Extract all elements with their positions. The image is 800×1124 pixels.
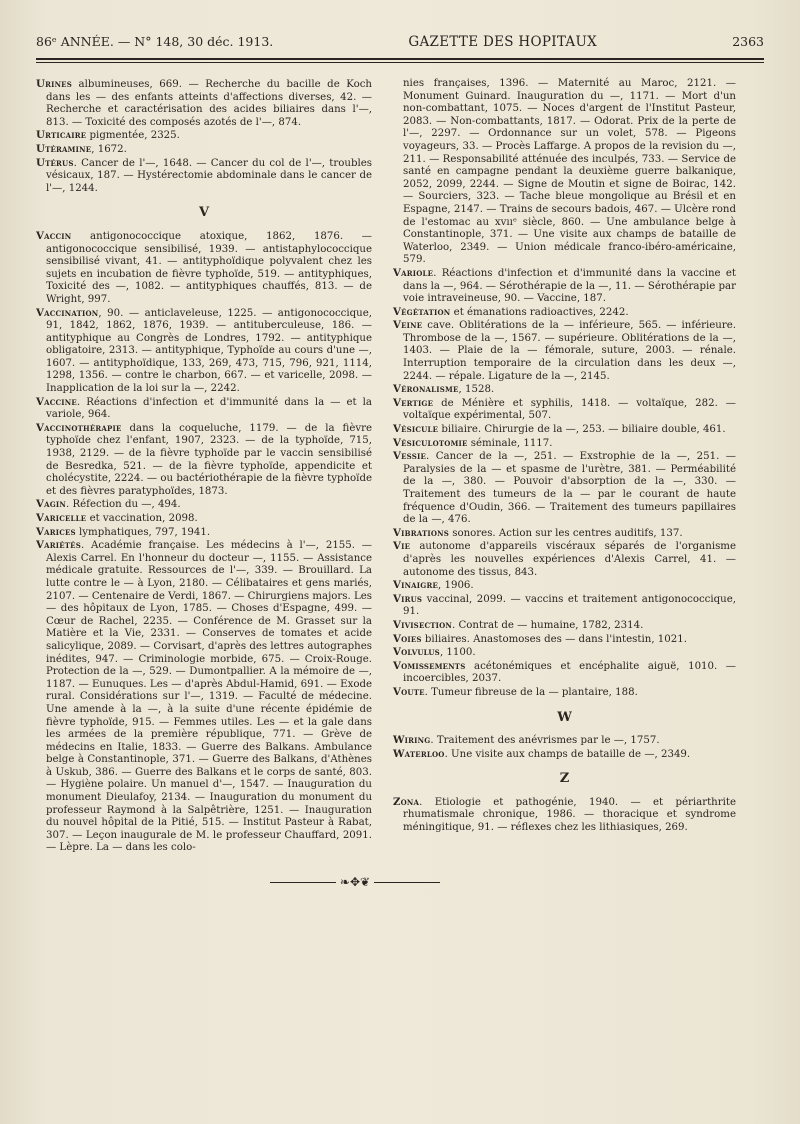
entry-text: , 1672. — [91, 143, 127, 155]
entry-text: , 1906. — [438, 580, 474, 592]
entry-text: . Tumeur fibreuse de la — plantaire, 188. — [424, 686, 638, 698]
entry-text: , 1100. — [439, 647, 476, 659]
index-entry — [393, 319, 736, 383]
entry-keyword: Vagin — [36, 498, 66, 511]
index-entry — [393, 747, 736, 762]
entry-keyword: Vibrations — [393, 526, 449, 539]
index-entry — [393, 632, 736, 647]
section-letter: Z — [559, 771, 570, 787]
entry-text: . Etiologie et pathogénie, 1940. — et périarthrite rhumatismale chronique, 1986. — thoracique et syndrome méningitique, 91. — réflexes chez les lithiasiques, 269. — [403, 796, 736, 834]
entry-text: . Réactions d'infection et d'immunité dans la — et la variole, 964. — [46, 396, 372, 421]
index-entry — [36, 229, 372, 307]
entry-keyword: Utéramine — [36, 142, 92, 155]
index-entry — [36, 129, 372, 143]
entry-text: . Cancer de la —, 251. — Exstrophie de la —, 251. — Paralysies de la — et spasme de l'urètre, 381. — Perméabilité de la —, 380. — Pouvoir d'absorption de la —, 330. — Traitement des tumeurs de la — par le courant de haute fréquence d'Oudin, 366. — Traitement des tumeurs papillaires de la —, 476. — [403, 451, 736, 526]
index-entry — [393, 396, 736, 423]
entry-keyword: Végétation — [393, 305, 451, 318]
index-entry — [403, 78, 736, 267]
index-entry — [393, 423, 736, 437]
index-entry — [393, 305, 736, 320]
header-rule-thick — [36, 58, 764, 60]
index-entry — [393, 659, 736, 686]
entry-keyword: Wiring — [393, 734, 431, 747]
index-entry — [36, 421, 372, 499]
entry-keyword: Voies — [393, 632, 422, 645]
entry-text: albumineuses, 669. — Recherche du bacille de Koch dans les — des enfants atteints d'affections diverses, 42. — Recherche et caractérisation des acides biliaires dans l'—, 813. — Toxicité des composés azotés de l'—, 874. — [46, 79, 372, 128]
entry-keyword: Varices — [36, 525, 76, 538]
entry-text: . Réactions d'infection et d'immunité dans la vaccine et dans la —, 964. — Sérothérapie de la —, 11. — Sérothérapie par voie intraveineuse, 90. — Vaccine, 187. — [403, 267, 736, 305]
entry-text: antigonococcique atoxique, 1862, 1876. — antigonococcique sensibilisé, 1939. — antistaphylococcique sensibilisé vivant, 41. — antityphoïdique polyvalent chez les sujets en incubation de fièvre typhoïde, 519. — antityphiques, Toxicité des —, 1082. — antityphiques chauffés, 813. — de Wright, 997. — [46, 230, 372, 305]
entry-keyword: Voute — [393, 685, 425, 698]
index-entry — [36, 539, 372, 855]
entry-keyword: Varicelle — [36, 512, 87, 524]
entry-keyword: Waterloo — [393, 747, 445, 760]
entry-keyword: Véronalisme — [393, 383, 459, 396]
entry-keyword: Vaccin — [36, 229, 72, 242]
index-entry — [393, 383, 736, 397]
entry-keyword: Urines — [36, 78, 72, 90]
index-entry — [36, 512, 372, 526]
entry-text: lymphatiques, 797, 1941. — [75, 526, 211, 538]
entry-text: biliaires. Anastomoses des — dans l'intestin, 1021. — [421, 633, 687, 645]
index-entry — [36, 78, 372, 129]
entry-keyword: Veine — [393, 319, 423, 332]
publication-title: GAZETTE DES HOPITAUX — [408, 34, 598, 50]
index-entry — [36, 525, 372, 540]
entry-keyword: Vaccination — [36, 306, 99, 319]
entry-text: séminale, 1117. — [467, 437, 553, 449]
entry-keyword: Vessie — [393, 450, 427, 463]
entry-text: et émanations radioactives, 2242. — [450, 306, 629, 318]
entry-text: acétonémiques et encéphalite aiguë, 1010. — incoercibles, 2037. — [403, 660, 736, 685]
index-entry — [36, 306, 372, 396]
entry-keyword: Vésiculotomie — [393, 436, 468, 449]
entry-text: nies françaises, 1396. — Maternité au Maroc, 2121. — Monument Guinard. Inauguration du —, 1171. — Mort d'un non-combattant, 1075. — Noces d'argent de l'Institut Pasteur, 2083. — Non-combattants, 1817. — Odorat. Prix de la perte de l'—, 2297. — Ordonnance sur un volet, 578. — Pigeons voyageurs, 33. — Procès Laffarge. A propos de la revision du —, 211. — Responsabilité atténuée des inculpés, 733. — Service de santé en campagne pendant la deuxième guerre balkanique, 2052, 2099, 2244. — Signe de Moutin et signe de Boirac, 142. — Sourciers, 323. — Tache bleue mongolique au Brésil et en Espagne, 2147. — Trains de secours badois, 467. — Ulcère rond de l'estomac au xvııᵉ siècle, 860. — Une ambulance belge à Constantinople, 371. — Une visite aux champs de bataille de Waterloo, 2349. — Union médicale franco-ibéro-américaine, 579. — [403, 78, 736, 266]
header-rule-thin — [36, 62, 764, 63]
entry-text: autonome d'appareils viscéraux séparés de l'organisme d'après les nouvelles expériences d'Alexis Carrel, 41. — autonome des tissus, 843. — [403, 541, 736, 578]
index-entry — [36, 142, 372, 157]
entry-keyword: Vivisection — [393, 618, 453, 631]
entry-text: de Ménière et syphilis, 1418. — voltaïque, 282. — voltaïque expérimental, 507. — [403, 397, 736, 422]
entry-text: biliaire. Chirurgie de la —, 253. — biliaire double, 461. — [438, 424, 726, 436]
left-column — [36, 78, 372, 855]
section-letter: W — [557, 709, 572, 725]
entry-keyword: Vomissements — [393, 659, 466, 672]
entry-text: , 90. — anticlaveleuse, 1225. — antigonococcique, 91, 1842, 1862, 1876, 1939. — antituberculeuse, 186. — antityphique au Congrès de Londres, 1792. — antityphique obligatoire, 2313. — antityphique, Typhoïde au cours d'une —, 1607. — antityphoïdique, 133, 269, 473, 715, 796, 921, 1114, 1298, 1356. — contre le charbon, 667. — et varicelle, 2098. — Inapplication de la loi sur la —, 2242. — [46, 307, 372, 395]
page-number: 2363 — [732, 34, 764, 49]
entry-text: vaccinal, 2099. — vaccins et traitement antigonococcique, 91. — [403, 593, 736, 618]
entry-text: et vaccination, 2098. — [86, 513, 198, 524]
index-entry — [393, 618, 736, 633]
entry-keyword: Vaccine — [36, 395, 77, 408]
entry-keyword: Zona — [393, 795, 420, 808]
index-entry — [36, 395, 372, 422]
entry-keyword: Vertige — [393, 396, 434, 409]
entry-text: . Traitement des anévrismes par le —, 1757. — [430, 735, 660, 747]
entry-keyword: Variétés — [36, 539, 81, 552]
entry-keyword: Volvulus — [393, 646, 440, 659]
right-column — [393, 78, 736, 835]
fleuron-icon: ❧✥❦ — [270, 876, 440, 888]
entry-text: . Réfection du —, 494. — [66, 499, 181, 511]
entry-text: sonores. Action sur les centres auditifs, 137. — [449, 527, 683, 539]
index-entry — [393, 579, 736, 593]
entry-text: dans la coqueluche, 1179. — de la fièvre typhoïde chez l'enfant, 1907, 2323. — de la typhoïde, 715, 1938, 2129. — de la fièvre typhoïde par le vaccin sensibilisé de Besredka, 521. — de la fièvre typhoïde, appendicite et cholécystite, 2224. — ou bactériothérapie de la fièvre typhoïde et des fièvres paratyphoïdes, 1873. — [46, 422, 372, 497]
index-entry — [393, 734, 736, 748]
index-entry — [393, 436, 736, 451]
entry-text: . Contrat de — humaine, 1782, 2314. — [452, 619, 644, 631]
entry-keyword: Vésicule — [393, 423, 439, 436]
entry-text: . Académie française. Les médecins à l'—, 2155. — Alexis Carrel. En l'honneur du docteur —, 1155. — Assistance médicale gratuite. Ressources de l'—, 339. — Brouillard. La lutte contre le — à Lyon, 2180. — Célibataires et gens mariés, 2107. — Centenaire de Verdi, 1867. — Chirurgiens majors. Les — des hôpitaux de Lyon, 1785. — Choses d'Espagne, 499. — Cœur de Rachel, 2235. — Conférence de M. Grasset sur la Matière et la Vie, 2331. — Conserves de tomates et acide salicylique, 2089. — Corvisart, d'après des lettres autographes inédites, 947. — Criminologie morbide, 675. — Croix-Rouge. Protection de la —, 529. — Dumontpallier. A la mémoire de —, 1187. — Eunuques. Les — d'après Abdul-Hamid, 691. — Exode rural. Considérations sur l'—, 1319. — Faculté de médecine. Une amende à la —, à la suite d'une récente épidémie de fièvre typhoïde, 915. — Femmes utiles. Les — et la gale dans les armées de la première république, 771. — Grève de médecins en Italie, 1833. — Guerre des Balkans. Ambulance belge à Constantinople, 371. — Guerre des Balkans, d'Athènes à Uskub, 386. — Guerre des Balkans et le corps de santé, 803. — Hygiène polaire. Un manuel d'—, 1547. — Inauguration du monument Dieulafoy, 2134. — Inauguration du monument du professeur Raymond à la Salpêtrière, 1251. — Inauguration du nouvel hôpital de la Pitié, 515. — Institut Pasteur à Rabat, 307. — Leçon inaugurale de M. le professeur Chauffard, 2091. — Lèpre. La — dans les colo- — [46, 540, 372, 854]
entry-keyword: Utérus — [36, 156, 74, 169]
index-entry — [393, 540, 736, 579]
entry-text: . Cancer de l'—, 1648. — Cancer du col de l'—, troubles vésicaux, 187. — Hystérectomie abdominale dans le cancer de l'—, 1244. — [46, 157, 372, 194]
entry-keyword: Vie — [393, 540, 411, 553]
page-header — [36, 34, 764, 50]
entry-keyword: Urticaire — [36, 129, 87, 142]
index-entry — [393, 526, 736, 541]
section-letter: V — [198, 205, 210, 221]
index-entry — [393, 646, 736, 660]
entry-keyword: Vinaigre — [393, 579, 439, 592]
entry-text: , 1528. — [458, 384, 495, 396]
entry-text: pigmentée, 2325. — [86, 130, 180, 142]
index-entry — [393, 592, 736, 619]
entry-text: . Une visite aux champs de bataille de —, 2349. — [444, 748, 691, 760]
index-entry — [36, 156, 372, 196]
entry-keyword: Virus — [393, 592, 423, 605]
index-entry — [36, 498, 372, 512]
index-entry — [393, 450, 736, 527]
entry-keyword: Vaccinothérapie — [36, 421, 122, 434]
index-entry — [393, 795, 736, 835]
entry-text: cave. Oblitérations de la — inférieure, 565. — inférieure. Thrombose de la —, 1567. — supérieure. Oblitérations de la —, 1403. — Plaie de la — fémorale, suture, 2003. — rénale. Interruption temporaire de la circulation dans les deux —, 2244. — répale. Ligature de la —, 2145. — [403, 320, 736, 382]
index-entry — [393, 266, 736, 306]
entry-keyword: Variole — [393, 266, 434, 279]
index-entry — [393, 685, 736, 700]
issue-line: 86ᵉ ANNÉE. — N° 148, 30 déc. 1913. — [36, 34, 274, 49]
